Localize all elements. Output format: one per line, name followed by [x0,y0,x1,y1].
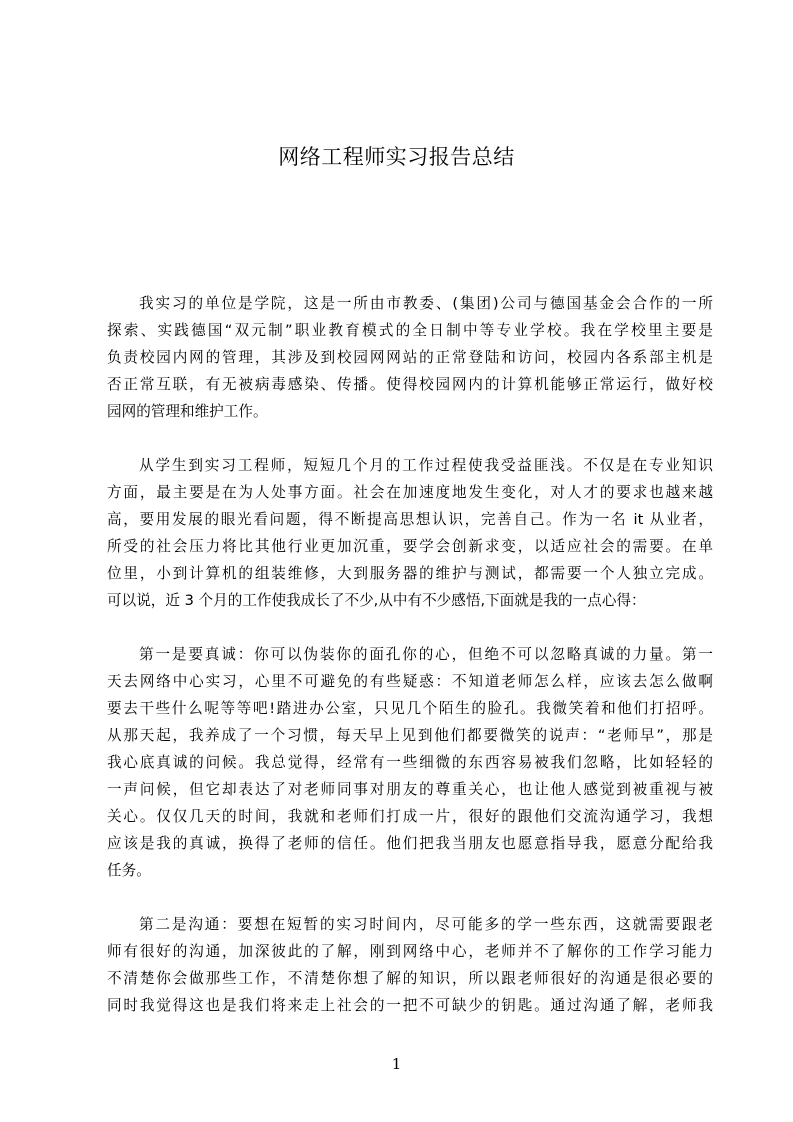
text-line: 一声问候，但它却表达了对老师同事对朋友的尊重关心，也让他人感觉到被重视与被 [107,781,713,798]
text-line: 负责校园内网的管理，其涉及到校园网网站的正常登陆和访问，校园内各系部主机是 [107,349,713,366]
text-line: 同时我觉得这也是我们将来走上社会的一把不可缺少的钥匙。通过沟通了解，老师我 [107,997,713,1014]
page-number: 1 [391,1055,402,1073]
text-line: 否正常互联，有无被病毒感染、传播。使得校园网内的计算机能够正常运行，做好校 [107,376,713,393]
text-line: 任务。 [107,862,151,879]
text-line: 我心底真诚的问候。我总觉得，经常有一些细微的东西容易被我们忽略，比如轻轻的 [107,754,713,771]
text-line: 从学生到实习工程师，短短几个月的工作过程使我受益匪浅。不仅是在专业知识 [139,457,713,474]
text-line: 第二是沟通：要想在短暂的实习时间内，尽可能多的学一些东西，这就需要跟老 [139,916,713,933]
text-line: 师有很好的沟通，加深彼此的了解，刚到网络中心，老师并不了解你的工作学习能力 [107,943,713,960]
text-line: 我实习的单位是学院，这是一所由市教委、(集团)公司与德国基金会合作的一所 [139,295,713,312]
paragraph-internship-unit [107,290,713,425]
text-line: 天去网络中心实习，心里不可避免的有些疑惑：不知道老师怎么样，应该去怎么做啊 [107,673,713,690]
document-title: 网络工程师实习报告总结 [278,145,515,169]
text-line: 从那天起，我养成了一个习惯，每天早上见到他们都要微笑的说声：“老师早”，那是 [107,727,713,744]
text-line: 应该是我的真诚，换得了老师的信任。他们把我当朋友也愿意指导我，愿意分配给我 [107,835,713,852]
text-line: 第一是要真诚：你可以伪装你的面孔你的心，但绝不可以忽略真诚的力量。第一 [139,646,713,663]
text-line: 要去干些什么呢等等吧!踏进办公室，只见几个陌生的脸孔。我微笑着和他们打招呼。 [107,700,713,717]
text-line: 方面，最主要是在为人处事方面。社会在加速度地发生变化，对人才的要求也越来越 [107,484,713,501]
text-line: 位里，小到计算机的组装维修，大到服务器的维护与测试，都需要一个人独立完成。 [107,565,713,582]
text-line: 探索、实践德国“双元制”职业教育模式的全日制中等专业学校。我在学校里主要是 [107,322,713,339]
text-line: 园网的管理和维护工作。 [107,403,268,420]
paragraph-sincerity [107,641,713,884]
paragraph-student-to-engineer [107,452,713,614]
text-line: 关心。仅仅几天的时间，我就和老师们打成一片，很好的跟他们交流沟通学习，我想 [107,808,713,825]
text-line: 不清楚你会做那些工作，不清楚你想了解的知识，所以跟老师很好的沟通是很必要的 [107,970,713,987]
text-line: 高，要用发展的眼光看问题，得不断提高思想认识，完善自己。作为一名 it 从业者， [107,511,713,528]
document-body [107,290,713,1046]
text-line: 可以说，近 3 个月的工作使我成长了不少,从中有不少感悟,下面就是我的一点心得： [107,592,646,609]
paragraph-communication [107,911,713,1019]
text-line: 所受的社会压力将比其他行业更加沉重，要学会创新求变，以适应社会的需要。在单 [107,538,713,555]
